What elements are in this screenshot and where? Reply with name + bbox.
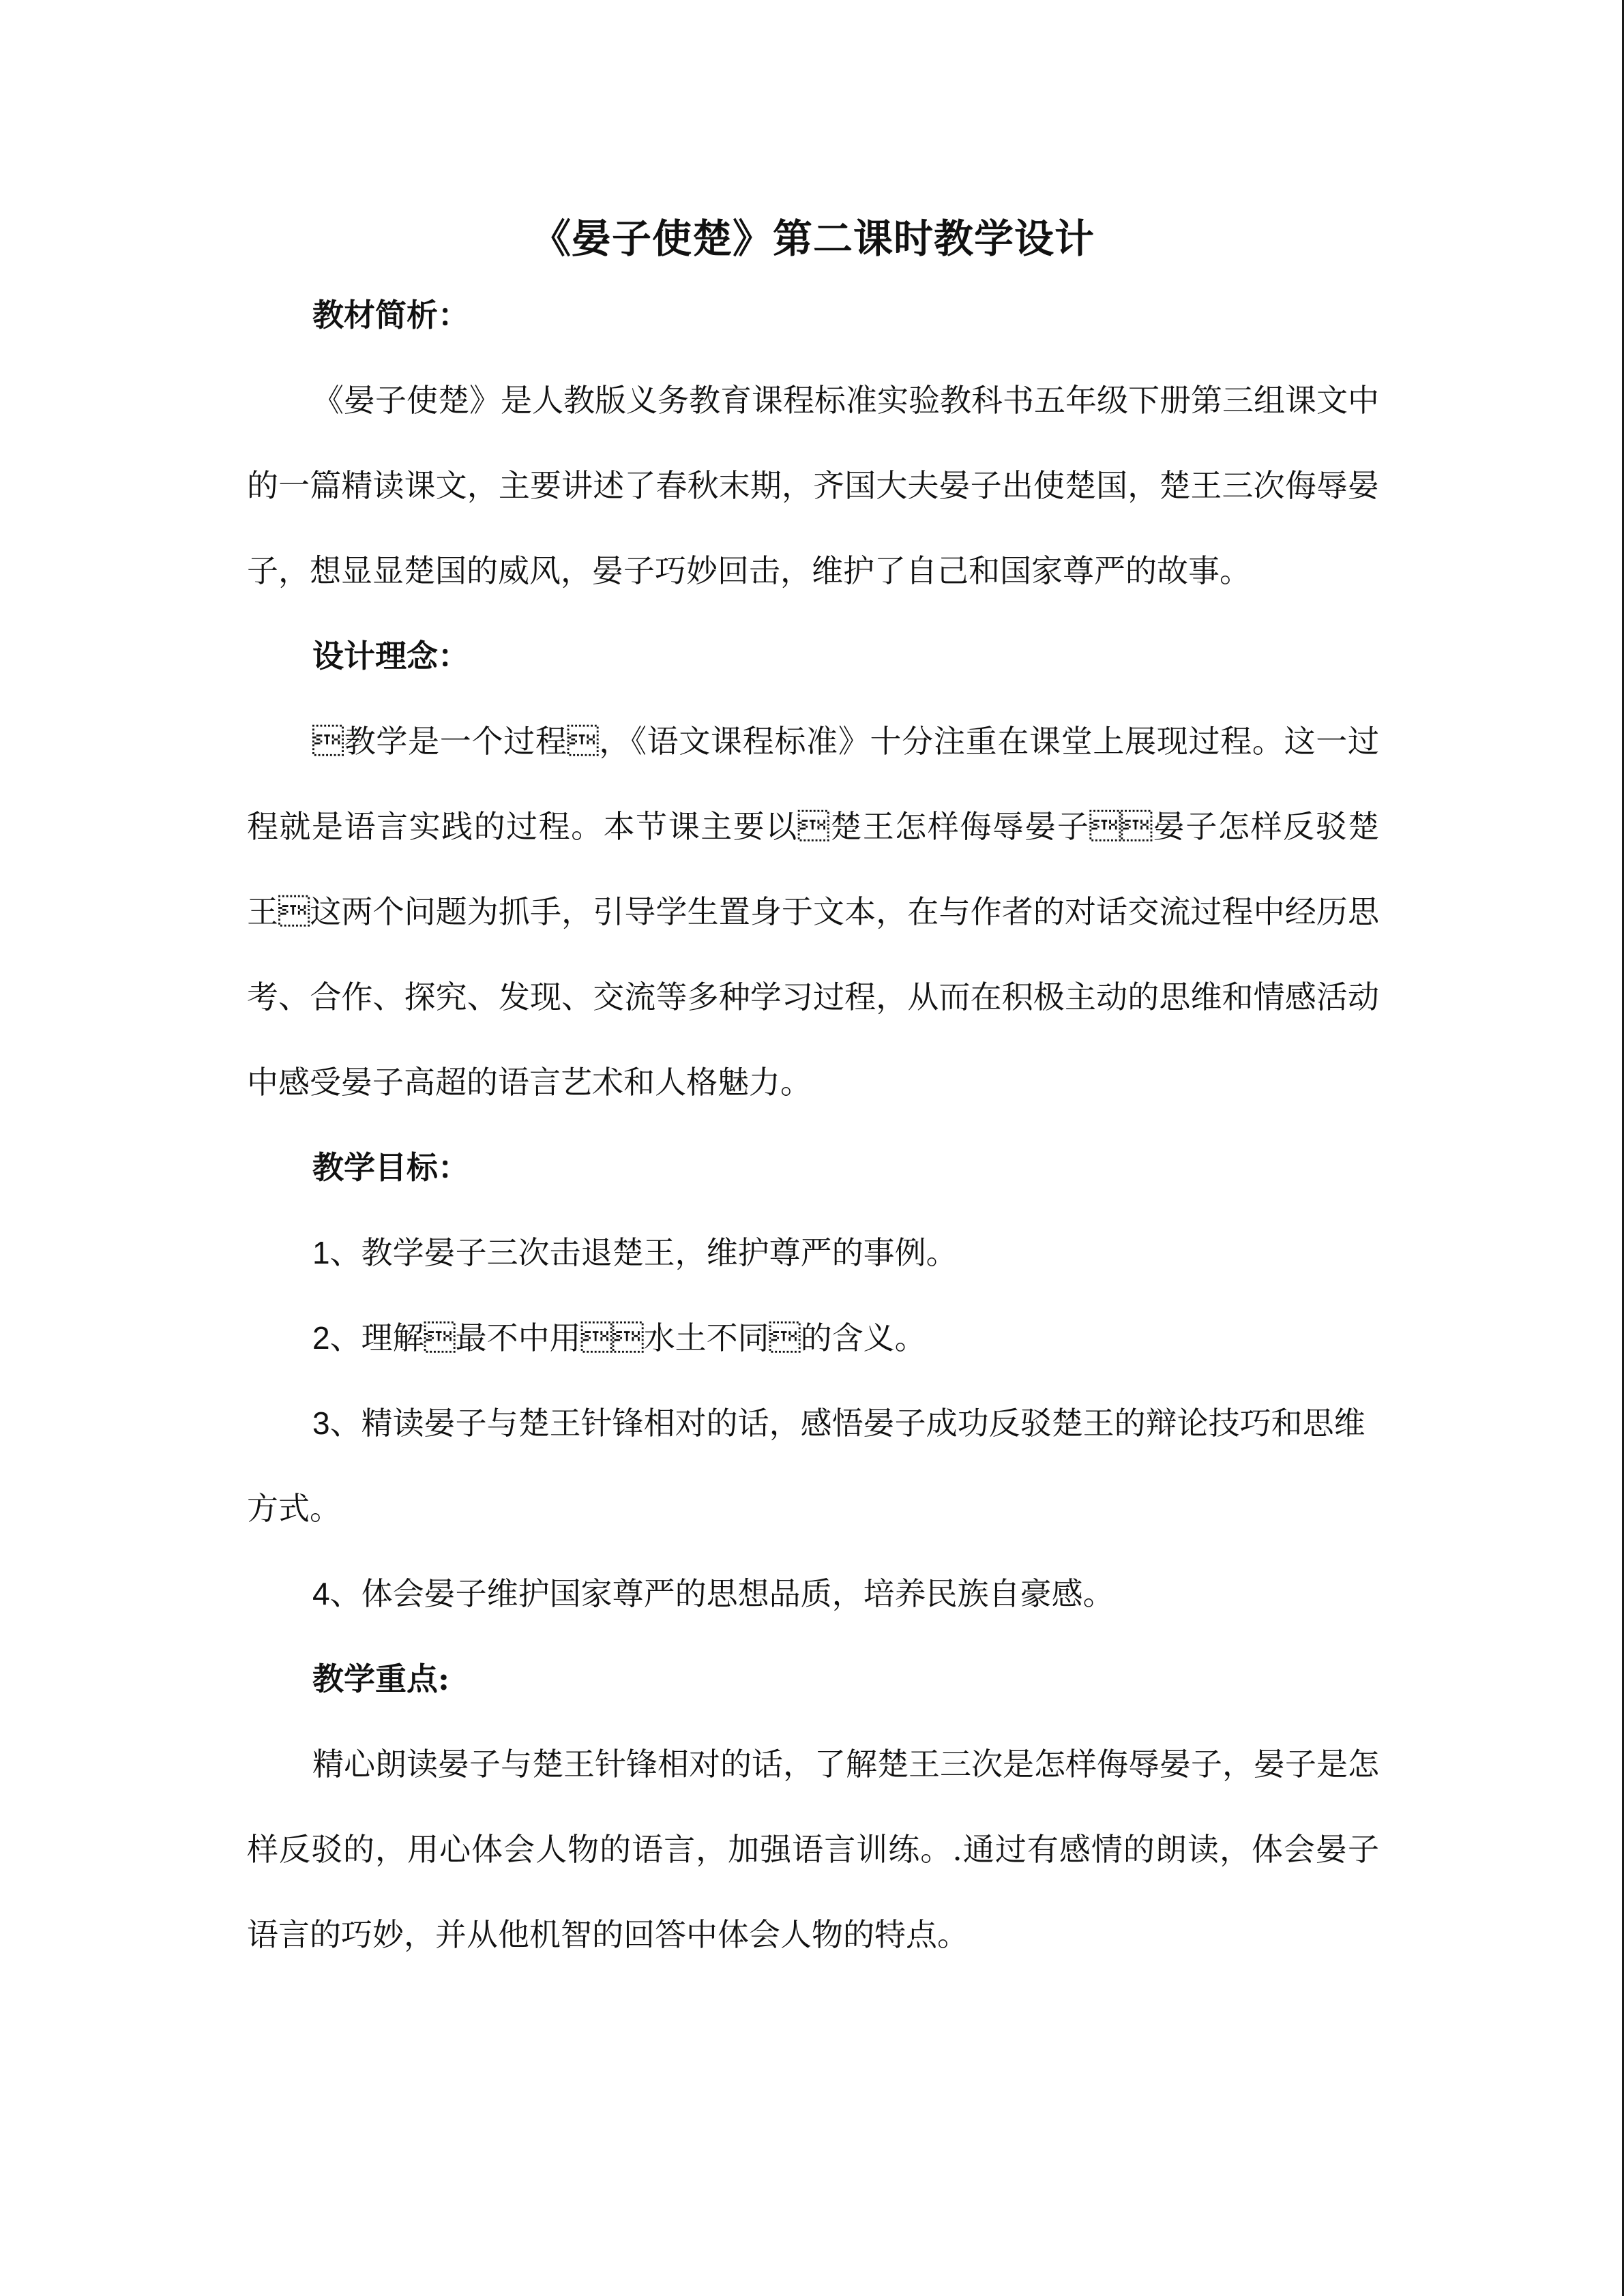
document-page	[247, 205, 1379, 1978]
goal-text: 、理解最不中用水土不同的含义。	[329, 1320, 926, 1356]
section-heading-focus: 教学重点:	[312, 1660, 449, 1697]
goal-item	[247, 1551, 1379, 1637]
concept-paragraph: 教学是一个过程，《语文课程标准》十分注重在课堂上展现过程。这一过程就是语言实践的过程。本节课主要以楚王怎样侮辱晏子晏子怎样反驳楚王这两个问题为抓手，引导学生置身于文本，在与作者的对话交流过程中经历思考、合作、探究、发现、交流等多种学习过程，从而在积极主动的思维和情感活动中感受晏子高超的语言艺术和人格魅力。	[247, 723, 1379, 1101]
goal-text: 、体会晏子维护国家尊严的思想品质，培养民族自豪感。	[329, 1575, 1114, 1612]
goal-item	[247, 1210, 1379, 1296]
goal-number: 4	[312, 1576, 330, 1611]
goal-number: 2	[312, 1320, 330, 1356]
focus-paragraph: 精心朗读晏子与楚王针锋相对的话，了解楚王三次是怎样侮辱晏子，晏子是怎样反驳的，用心体会人物的语言，加强语言训练。.通过有感情的朗读，体会晏子语言的巧妙，并从他机智的回答中体会人物的特点。	[247, 1746, 1379, 1953]
goal-number: 3	[312, 1405, 330, 1441]
section-heading-analysis: 教材简析：	[312, 297, 469, 333]
section-heading-goals: 教学目标：	[312, 1149, 469, 1186]
goal-number: 1	[312, 1235, 330, 1270]
section-heading-concept: 设计理念：	[312, 638, 469, 674]
document-title: 《晏子使楚》第二课时教学设计	[531, 215, 1095, 262]
goal-item	[247, 1296, 1379, 1381]
analysis-paragraph: 《晏子使楚》是人教版义务教育课程标准实验教科书五年级下册第三组课文中的一篇精读课文，主要讲述了春秋末期，齐国大夫晏子出使楚国，楚王三次侮辱晏子，想显显楚国的威风，晏子巧妙回击，维护了自己和国家尊严的故事。	[247, 382, 1379, 589]
goal-text: 、精读晏子与楚王针锋相对的话，感悟晏子成功反驳楚王的辩论技巧和思维方式。	[247, 1405, 1365, 1527]
goal-item	[247, 1381, 1379, 1551]
goal-text: 、教学晏子三次击退楚王，维护尊严的事例。	[329, 1234, 958, 1271]
